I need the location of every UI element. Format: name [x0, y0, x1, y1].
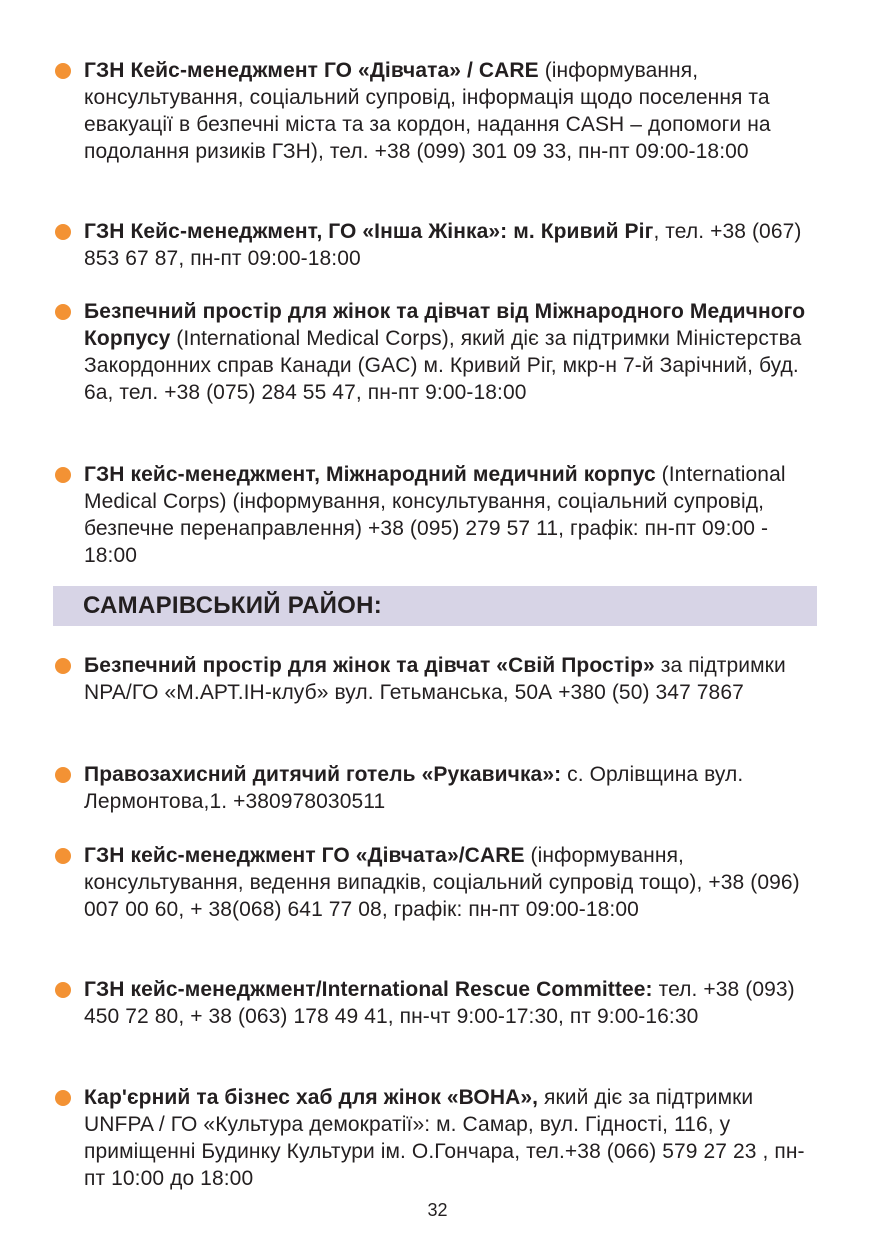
list-item-text — [84, 57, 825, 165]
list-item-title: ГЗН кейс-менеджмент/International Rescue Committee: — [84, 978, 653, 1001]
section-title: САМАРІВСЬКИЙ РАЙОН: — [83, 592, 383, 619]
bullet-icon — [55, 848, 71, 864]
list-item-title: Безпечний простір для жінок та дівчат «Свій Простір» — [84, 654, 655, 677]
list-item — [55, 1084, 825, 1192]
list-item-title: ГЗН кейс-менеджмент, Міжнародний медичний корпус — [84, 463, 656, 486]
bullet-icon — [55, 658, 71, 674]
list-item-details: (інформування, консультування, соціальний супровід, інформація щодо поселення та евакуації в безпечні міста та за кордон, надання CASH – допомоги на подолання ризиків ГЗН), тел. +38 (099) 301 09 33, пн-пт 09:00-18:00 — [84, 59, 771, 163]
list-item-text — [84, 218, 825, 272]
section-heading — [53, 586, 817, 626]
bullet-icon — [55, 63, 71, 79]
page-number: 32 — [427, 1200, 448, 1220]
bullet-icon — [55, 1090, 71, 1106]
bullet-icon — [55, 304, 71, 320]
list-item — [55, 461, 825, 569]
list-item-text — [84, 976, 825, 1030]
list-item — [55, 57, 825, 165]
list-item — [55, 976, 825, 1030]
bullet-icon — [55, 467, 71, 483]
bullet-icon — [55, 767, 71, 783]
list-item-title: Кар'єрний та бізнес хаб для жінок «ВОНА», — [84, 1086, 539, 1109]
list-item-text — [84, 652, 825, 706]
list-item — [55, 652, 825, 706]
list-item-title: ГЗН кейс-менеджмент ГО «Дівчата»/CARE — [84, 844, 525, 867]
list-item-text — [84, 842, 825, 923]
list-item — [55, 298, 825, 406]
list-item-details: (International Medical Corps) (інформування, консультування, соціальний супровід, безпечне перенаправлення) +38 (095) 279 57 11, графік: пн-пт 09:00 - 18:00 — [84, 463, 786, 567]
list-item-title: Безпечний простір для жінок та дівчат від Міжнародного Медичного Корпусу — [84, 300, 806, 350]
list-item-details: тел. +38 (093) 450 72 80, + 38 (063) 178 49 41, пн-чт 9:00-17:30, пт 9:00-16:30 — [84, 978, 795, 1028]
list-item-text — [84, 298, 825, 406]
list-item-text — [84, 1084, 825, 1192]
list-item-details: , тел. +38 (067) 853 67 87, пн-пт 09:00-18:00 — [84, 220, 802, 270]
bullet-icon — [55, 982, 71, 998]
bullet-icon — [55, 224, 71, 240]
list-item — [55, 842, 825, 923]
list-item-title: Правозахисний дитячий готель «Рукавичка»: — [84, 763, 562, 786]
list-item-title: ГЗН Кейс-менеджмент, ГО «Інша Жінка»: м. Кривий Ріг — [84, 220, 654, 243]
list-item-details: за підтримки NPA/ГО «М.АРТ.ІН-клуб» вул. Гетьманська, 50А +380 (50) 347 7867 — [84, 654, 786, 704]
list-item-details: який діє за підтримки UNFPA / ГО «Культура демократії»: м. Самар, вул. Гідності, 116, у приміщенні Будинку Культури ім. О.Гончара, тел.+38 (066) 579 27 23 , пн-пт 10:00 до 18:00 — [84, 1086, 805, 1190]
list-item — [55, 761, 825, 815]
list-item-title: ГЗН Кейс-менеджмент ГО «Дівчата» / CARE — [84, 59, 539, 82]
list-item-text — [84, 461, 825, 569]
list-item-text — [84, 761, 825, 815]
list-item — [55, 218, 825, 272]
list-item-details: (International Medical Corps), який діє за підтримки Міністерства Закордонних справ Канади (GAC) м. Кривий Ріг, мкр-н 7-й Зарічний, буд. 6а, тел. +38 (075) 284 55 47, пн-пт 9:00-18:00 — [84, 327, 802, 404]
list-item-details: с. Орлівщина вул. Лермонтова,1. +380978030511 — [84, 763, 744, 813]
list-item-details: (інформування, консультування, ведення випадків, соціальний супровід тощо), +38 (096) 007 00 60, + 38(068) 641 77 08, графік: пн-пт 09:00-18:00 — [84, 844, 800, 921]
